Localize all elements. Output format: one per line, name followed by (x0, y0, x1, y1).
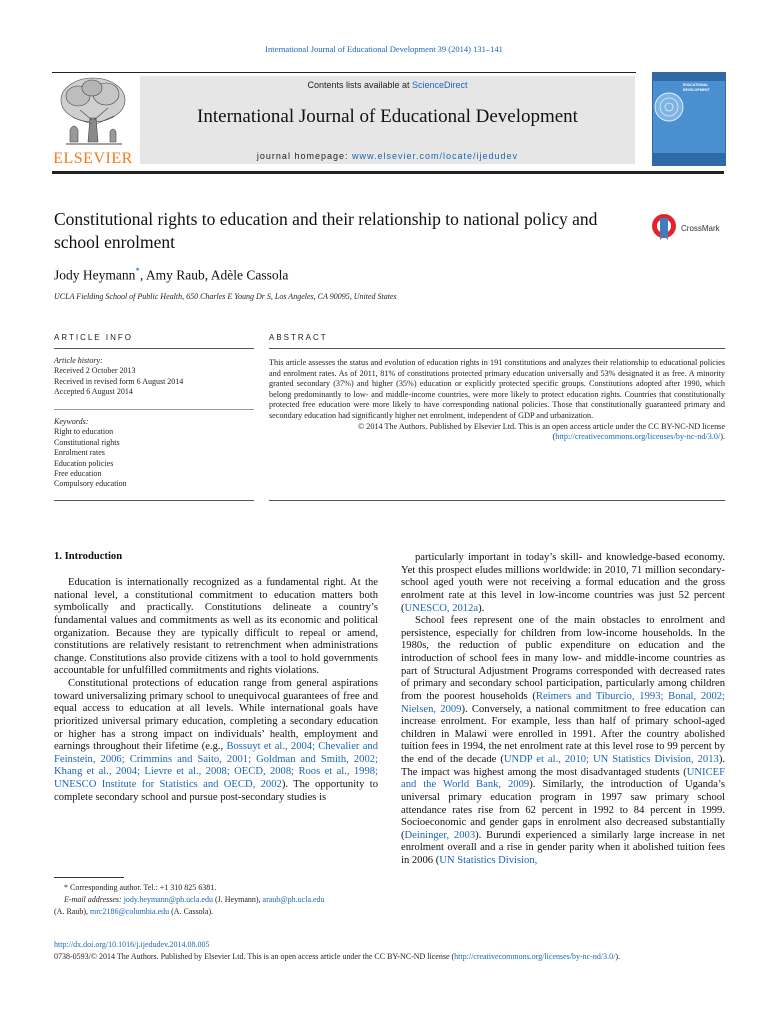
citation-link[interactable]: UNDP et al., 2010; UN Statistics Division, 2013 (503, 754, 719, 765)
author-name[interactable]: Adèle Cassola (210, 267, 289, 283)
keyword-item: Education policies (54, 458, 114, 468)
author-list: Jody Heymann*, Amy Raub, Adèle Cassola (54, 266, 289, 283)
abstract-text: This article assesses the status and evolution of education rights in 191 constitutions and analyzes their relationship to educational policies and enrolment rates. As of 2011, 81% of constitutions protected primary education universally and 53% designated it as free. A minority granted secondary (37%) and higher (35%) education or explicitly protected specific groups. Constitutions adopted after 1990, which belong predominantly to low- and middle-income countries, were more likely to protect education rights. Countries that constitutionally protected free education were more likely to have corresponding national policies. Those that constitutionally guaranteed primary and secondary education had significantly higher net enrolment, independent of GDP and urbanization. (269, 358, 725, 420)
footer-license: 0738-0593/© 2014 The Authors. Published by Elsevier Ltd. This is an open access article under the CC BY-NC-ND license (http://creativecommons.org/licenses/by-nc-nd/3.0/). (54, 951, 620, 961)
keyword-item: Constitutional rights (54, 437, 120, 447)
journal-title: International Journal of Educational Development (197, 106, 578, 127)
sciencedirect-link[interactable]: ScienceDirect (412, 80, 468, 90)
header-top-rule (52, 72, 636, 73)
journal-reference[interactable]: International Journal of Educational Development 39 (2014) 131–141 (265, 44, 503, 54)
email-label: E-mail addresses: (64, 895, 124, 904)
body-text: ). Similarly, the introduction of Uganda’s universal primary education program in 1997 saw primary school attendance rates rise from 62 percent in 1992 to 84 percent in 1999. Socioeconomic and gender gaps in enrolment also decreased substantially ( (401, 779, 725, 841)
crossmark-label: CrossMark (681, 224, 720, 233)
body-text: particularly important in today’s skill- and knowledge-based economy. Yet this prospect eludes millions worldwide: in 2010, 71 million secondary-school aged youth were not receiving a formal education and the gross enrolment rate at this level in low-income countries was just 52 percent ( (401, 552, 725, 614)
elsevier-wordmark: ELSEVIER (53, 150, 133, 167)
elsevier-logo[interactable] (52, 74, 134, 166)
footnote (54, 882, 384, 918)
citation-link[interactable]: Reimers and Tiburcio, 1993; Bonal, 2002; Nielsen, 2009 (401, 690, 726, 715)
body-text: ). Burundi experienced a similarly large increase in net enrolment overall and a rise in gender parity when it abolished tuition fees in 2006 ( (401, 829, 725, 866)
author-affiliation: UCLA Fielding School of Public Health, 650 Charles E Young Dr S, Los Angeles, CA 90095, United States (54, 292, 397, 301)
abstract-body (269, 358, 725, 443)
abstract-bottom-rule (269, 500, 725, 501)
article-info-rule (54, 348, 254, 349)
footnote-emails-cont: (A. Raub), mrc2186@columbia.edu (A. Cassola). (54, 907, 214, 916)
keyword-item: Free education (54, 469, 102, 479)
body-paragraph (401, 552, 725, 615)
abstract-copyright: © 2014 The Authors. Published by Elsevier Ltd. This is an open access article under the CC BY-NC-ND (357, 421, 701, 431)
history-accepted: Accepted 6 August 2014 (54, 387, 133, 397)
footnote-rule (54, 877, 124, 878)
doi-link[interactable]: http://dx.doi.org/10.1016/j.ijedudev.2014.08.005 (54, 940, 210, 949)
body-text: ). The opportunity to complete secondary school and pursue post-secondary studies is (54, 779, 379, 803)
history-label: Article history: (54, 356, 103, 365)
crossmark-icon (651, 212, 677, 244)
keywords-label: Keywords: (54, 417, 89, 426)
page-footer (54, 939, 726, 962)
body-paragraph (401, 615, 725, 868)
contents-availability (140, 80, 635, 90)
body-text: Education is internationally recognized as a fundamental right. At the national level, a constitutional commitment to education matters both symbolically and practically. Constitutions delineate a country’s fundamental values and commitments as well as its economic and political organization. Because they are typically difficult to repeal or amend, constitutions are relatively resistant to retrenchment when administrations change. Constitutions also provide citizens with a tool to hold governments accountable for unfulfilled commitments and rights violations. (54, 577, 378, 677)
journal-cover-thumbnail[interactable] (652, 72, 726, 166)
keyword-item: Right to education (54, 427, 114, 437)
footnote-mark: * (64, 883, 68, 892)
citation-link[interactable]: Deininger, 2003 (404, 829, 476, 841)
email-link[interactable]: araub@ph.ucla.edu (262, 895, 325, 904)
email-link[interactable]: jody.heymann@ph.ucla.edu (123, 895, 213, 904)
abstract-license: © 2014 The Authors. Published by Elsevier Ltd. This is an open access article under the CC BY-NC-ND license (http://creativecommons.org/licenses/by-nc-nd/3.0/). (357, 421, 725, 442)
keyword-item: Enrolment rates (54, 448, 105, 458)
keyword-item: Compulsory education (54, 479, 127, 489)
body-text: ). (478, 602, 485, 614)
article-info-heading: ARTICLE INFO (54, 333, 133, 342)
history-received: Received 2 October 2013 (54, 366, 136, 376)
article-info-divider (54, 409, 254, 410)
journal-homepage (140, 151, 635, 161)
body-paragraph (54, 678, 378, 804)
citation-link[interactable]: UNICEF and the World Bank, 2009 (401, 766, 725, 791)
cover-title-text: EDUCATIONAL DEVELOPMENT (683, 83, 710, 92)
homepage-label: journal homepage: (256, 151, 352, 161)
homepage-link[interactable]: www.elsevier.com/locate/ijedudev (351, 151, 519, 161)
header-bottom-rule (52, 171, 724, 174)
body-text: Constitutional protections of education range from general aspirations toward universalizing primary school to unequivocal guarantees of free and equal access to education at all levels. While international goals have prioritized universal primary education, completing a secondary education or higher has a strong impact on individuals’ health, employment and earnings throughout their lifetime (e.g., (54, 678, 378, 753)
citation-link[interactable]: UN Statistics Division, (439, 855, 538, 866)
body-column-left (54, 577, 378, 804)
history-revised: Received in revised form 6 August 2014 (54, 376, 184, 386)
body-text: ). The impact was highest among the most disadvantaged students ( (401, 754, 725, 778)
article-info-bottom-rule (54, 500, 254, 501)
citation-link[interactable]: UNESCO, 2012a (404, 602, 479, 614)
email-link[interactable]: mrc2186@columbia.edu (90, 907, 170, 916)
abstract-license-link[interactable]: http://creativecommons.org/licenses/by-nc-nd/3.0/ (555, 432, 721, 442)
article-title: Constitutional rights to education and their relationship to national policy and school enrolment (54, 209, 598, 252)
article-history (54, 356, 254, 398)
abstract-heading: ABSTRACT (269, 333, 328, 342)
body-text: School fees represent one of the main obstacles to enrolment and persistence, especially for children from low-income households. In the 1980s, the reduction of public expenditure on education and the introduction of school fees in many low- and middle-income countries as part of Structural Adjustment Programs corresponded with decreased rates of primary and secondary school participation, particularly among children from the poorest households ( (401, 615, 725, 702)
footer-license-link[interactable]: http://creativecommons.org/licenses/by-nc-nd/3.0/ (454, 951, 616, 961)
author-name[interactable]: Amy Raub (145, 267, 205, 283)
keywords-block (54, 417, 254, 490)
section-heading-introduction: 1. Introduction (54, 551, 123, 562)
body-text: ). Conversely, a national commitment to free education can increase enrolment. For example, less than half of primary school-aged children in Malawi were enrolled in 1991. After the country abolished tuition fees in 1994, the net enrolment rate at this level rose to 99 percent by the end of the decade ( (401, 703, 725, 765)
body-paragraph (54, 577, 378, 678)
contents-prefix: Contents lists available at (307, 80, 413, 90)
body-column-right (401, 552, 725, 868)
footnote-emails: E-mail addresses: jody.heymann@ph.ucla.edu (J. Heymann), araub@ph.ucla.edu (64, 895, 325, 904)
abstract-rule (269, 348, 725, 349)
citation-link[interactable]: Bossuyt et al., 2004; Chevalier and Feinstein, 2006; Crimmins and Saito, 2001; Goldman and Smith, 2002; Khang et al., 2004; Lievre et al., 2008; OECD, 2008; Roos et al., 1998; UNESCO Institute for Statistics and OECD, 2002 (54, 741, 378, 790)
author-name[interactable]: Jody Heymann (54, 267, 136, 283)
crossmark-badge[interactable] (651, 212, 731, 246)
elsevier-tree-icon (52, 74, 134, 150)
footnote-corresponding: * Corresponding author. Tel.: +1 310 825 6381. (64, 883, 217, 892)
corresponding-author-mark[interactable]: * (135, 266, 140, 276)
